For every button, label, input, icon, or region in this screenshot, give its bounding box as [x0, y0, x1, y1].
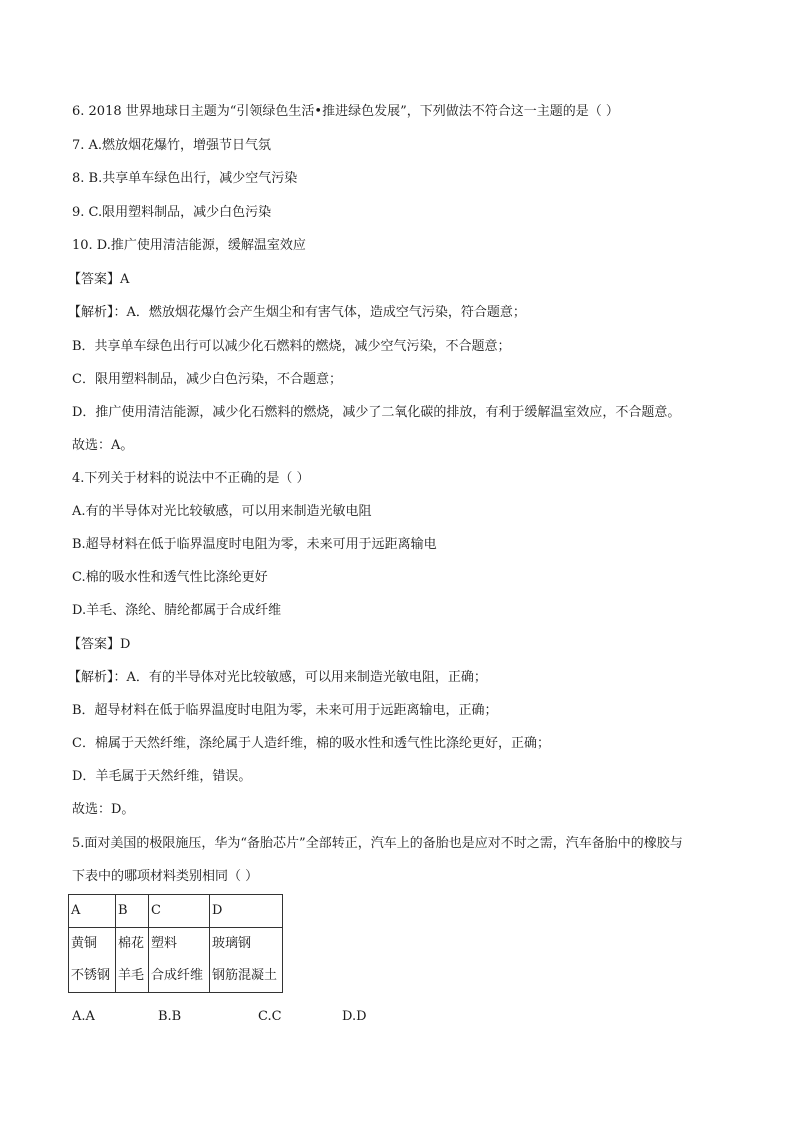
choice-c: C.C — [258, 1009, 282, 1024]
option-b: B.超导材料在低于临界温度时电阻为零，未来可用于远距离输电 — [72, 537, 437, 552]
cell-text: 黄铜 — [71, 936, 98, 951]
choice-b: B.B — [158, 1009, 182, 1024]
table-cell — [149, 928, 210, 993]
analysis-line: B．超导材料在低于临界温度时电阻为零，未来可用于远距离输电，正确； — [72, 703, 498, 718]
question-stem: 5.面对美国的极限施压，华为“备胎芯片”全部转正，汽车上的备胎也是应对不时之需，汽车备胎中的橡胶与 — [72, 836, 683, 851]
choice-a: A.A — [72, 1009, 95, 1024]
question-stem-cont: 下表中的哪项材料类别相同（ ） — [72, 869, 259, 884]
answer-choices — [72, 1009, 572, 1025]
table-header-cell: D — [210, 895, 283, 928]
analysis-line: 【解析】：A．燃放烟花爆竹会产生烟尘和有害气体，造成空气污染，符合题意； — [68, 305, 526, 320]
analysis-line: C．限用塑料制品，减少白色污染，不合题意； — [72, 372, 342, 387]
analysis-line: D．羊毛属于天然纤维，错误。 — [72, 769, 252, 784]
cell-text: 合成纤维 — [151, 968, 204, 983]
analysis-line: D．推广使用清洁能源，减少化石燃料的燃烧，减少了二氧化碳的排放，有利于缓解温室效应，不合题意。 — [72, 405, 681, 420]
cell-text: 不锈钢 — [71, 968, 111, 983]
option-b: 8. B.共享单车绿色出行，减少空气污染 — [72, 171, 298, 186]
cell-text: 羊毛 — [118, 968, 145, 983]
option-a: A.有的半导体对光比较敏感，可以用来制造光敏电阻 — [72, 504, 372, 519]
option-d: 10. D.推广使用清洁能源，缓解温室效应 — [72, 238, 306, 253]
answer: 【答案】D — [68, 637, 131, 652]
choice-d: D.D — [342, 1009, 367, 1024]
table-cell — [210, 928, 283, 993]
cell-text: 钢筋混凝土 — [212, 968, 278, 983]
option-d: D.羊毛、涤纶、腈纶都属于合成纤维 — [72, 603, 282, 618]
cell-text: 玻璃钢 — [212, 936, 252, 951]
cell-text: 棉花 — [118, 936, 145, 951]
table-row — [69, 928, 283, 993]
cell-text: 塑料 — [151, 936, 178, 951]
option-c: 9. C.限用塑料制品，减少白色污染 — [72, 205, 272, 220]
option-a: 7. A.燃放烟花爆竹，增强节日气氛 — [72, 138, 272, 153]
table-header-cell: B — [116, 895, 149, 928]
answer: 【答案】A — [68, 272, 130, 287]
table-header-row — [69, 895, 283, 928]
analysis-line: C．棉属于天然纤维，涤纶属于人造纤维，棉的吸水性和透气性比涤纶更好，正确； — [72, 736, 550, 751]
analysis-line: 【解析】：A．有的半导体对光比较敏感，可以用来制造光敏电阻，正确； — [68, 670, 487, 685]
conclusion: 故选：D。 — [72, 802, 135, 817]
conclusion: 故选：A。 — [72, 438, 134, 453]
question-stem: 4.下列关于材料的说法中不正确的是（ ） — [72, 471, 310, 486]
table-cell — [69, 928, 116, 993]
question-stem: 6. 2018 世界地球日主题为“引领绿色生活•推进绿色发展”，下列做法不符合这一主题的是（ ） — [72, 104, 619, 119]
option-c: C.棉的吸水性和透气性比涤纶更好 — [72, 570, 268, 585]
table-cell — [116, 928, 149, 993]
analysis-line: B．共享单车绿色出行可以减少化石燃料的燃烧，减少空气污染，不合题意； — [72, 339, 511, 354]
material-table — [68, 894, 283, 993]
table-header-cell: C — [149, 895, 210, 928]
table-header-cell: A — [69, 895, 116, 928]
